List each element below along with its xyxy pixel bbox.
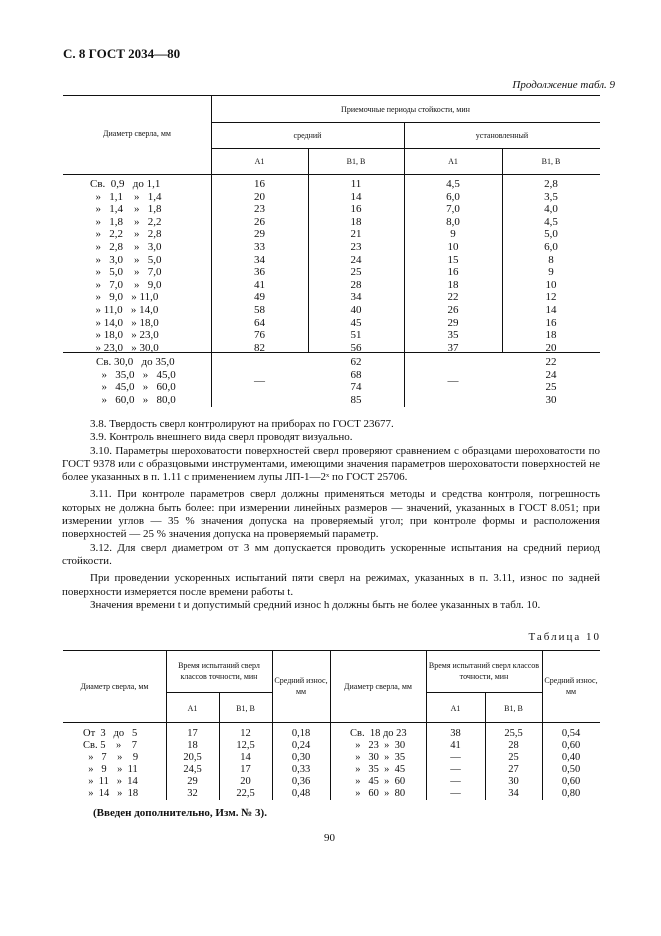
class-a1-header: А1 xyxy=(187,704,198,713)
time-a1-left: 17 18 20,5 24,5 29 32 xyxy=(183,728,202,799)
col-header-time-left: Время испытаний сверл классов точности, мин xyxy=(178,661,260,681)
page-header: С. 8 ГОСТ 2034—80 xyxy=(63,46,181,61)
set-b1-values: 2,8 3,5 4,0 4,5 5,0 6,0 8 9 10 12 14 16 18 20 xyxy=(544,178,558,354)
class-b1-header: В1, В xyxy=(504,704,523,713)
col-header-set: установленный xyxy=(475,131,529,140)
time-a1-right: 38 41 — — — — xyxy=(450,728,461,799)
class-a1-header: А1 xyxy=(254,157,265,166)
col-header-wear-right: Средний износ, мм xyxy=(544,676,598,696)
set-a1-values: 4,5 6,0 7,0 8,0 9 10 15 16 18 22 26 29 35 37 xyxy=(446,178,460,354)
wear-left: 0,18 0,24 0,30 0,33 0,36 0,48 xyxy=(291,728,311,799)
wear-right: 0,54 0,60 0,40 0,50 0,60 0,80 xyxy=(561,728,581,799)
diameter-ranges-large: Св. 30,0 до 35,0 » 35,0 » 45,0 » 45,0 » 60,0 » 60,0 » 80,0 xyxy=(96,356,176,406)
avg-b1-values-large: 62 68 74 85 xyxy=(350,356,362,406)
body-text xyxy=(62,418,600,612)
paragraph-3-9: 3.9. Контроль внешнего вида сверл проводят визуально. xyxy=(90,431,353,444)
avg-b1-values: 11 14 16 18 21 23 24 25 28 34 40 45 51 56 xyxy=(350,178,362,354)
col-header-periods: Приемочные периоды стойкости, мин xyxy=(341,105,470,114)
class-b1-header: В1, В xyxy=(236,704,255,713)
col-header-average: средний xyxy=(293,131,322,140)
set-b1-values-large: 22 24 25 30 xyxy=(545,356,557,406)
paragraph-3-11: 3.11. При контроле параметров сверл должны применяться методы и средства контроля, погрешность которых не должна быть более: при измерении линейных размеров — значений, указанных в ГОСТ 8.051; при измерении углов — 35 % значения допуска на проверяемый угол; при контроле формы и расположения поверхностей — 25 % значения допуска на проверяемый параметр. xyxy=(62,488,600,541)
avg-a1-values: 16 20 23 26 29 33 34 36 41 49 58 64 76 82 xyxy=(254,178,265,354)
class-b1-header: В1, В xyxy=(346,157,366,166)
table-continuation-label: Продолжение табл. 9 xyxy=(512,79,615,91)
table-10-caption: Таблица 10 xyxy=(528,631,601,643)
col-header-diameter: Диаметр сверла, мм xyxy=(103,129,171,138)
paragraph-accelerated-tests: При проведении ускоренных испытаний пяти сверл на режимах, указанных в п. 3.11, износ по задней поверхности измеряется после времени работы t. xyxy=(62,572,600,598)
class-b1-header: В1, В xyxy=(541,157,561,166)
col-header-time-right: Время испытаний сверл классов точности, мин xyxy=(428,661,540,681)
time-b1-right: 25,5 28 25 27 30 34 xyxy=(504,728,523,799)
diameter-ranges-left: От 3 до 5 Св. 5 » 7 » 7 » 9 » 9 » 11 » 11 » 14 » 14 » 18 xyxy=(83,728,139,799)
diameter-ranges: Св. 0,9 до 1,1 » 1,1 » 1,4 » 1,4 » 1,8 » 1,8 » 2,2 » 2,2 » 2,8 » 2,8 » 3,0 » 3,0 » 5,0 » 5,0 » 7,0 » 7,0 » 9,0 » 9,0 » 11,0 » 11,0 » 14,0 » 14,0 » 18,0 » 18,0 » 23,0 » 23,0 » 30,0 xyxy=(90,178,162,354)
diameter-ranges-right: Св. 18 до 23 » 23 » 30 » 30 » 35 » 35 » 45 » 45 » 60 » 60 » 80 xyxy=(350,728,407,799)
time-b1-left: 12 12,5 14 17 20 22,5 xyxy=(236,728,255,799)
col-header-diameter-right: Диаметр сверла, мм xyxy=(344,682,412,691)
paragraph-3-8: 3.8. Твердость сверл контролируют на приборах по ГОСТ 23677. xyxy=(90,418,394,430)
set-a1-dash: — xyxy=(447,375,459,387)
avg-a1-dash: — xyxy=(254,375,265,387)
paragraph-3-12: 3.12. Для сверл диаметром от 3 мм допускается проводить ускоренные испытания на средний период стойкости. xyxy=(62,541,600,567)
col-header-wear-left: Средний износ, мм xyxy=(274,676,328,696)
class-a1-header: А1 xyxy=(448,157,458,166)
class-a1-header: А1 xyxy=(450,704,461,713)
amendment-note: (Введен дополнительно, Изм. № 3). xyxy=(93,807,267,819)
col-header-diameter-left: Диаметр сверла, мм xyxy=(80,682,149,691)
paragraph-time-wear: Значения времени t и допустимый средний износ h должны быть не более указанных в табл. 10. xyxy=(90,598,541,611)
paragraph-3-10: 3.10. Параметры шероховатости поверхностей сверл проверяют сравнением с образцами шероховатости по ГОСТ 9378 или с образцовыми инструментами, имеющими значения параметров шероховатости поверхностей не более указанных в п. 1.11 с применением лупы ЛП-1—2ˣ по ГОСТ 25706. xyxy=(62,444,600,484)
page-number: 90 xyxy=(324,832,335,844)
